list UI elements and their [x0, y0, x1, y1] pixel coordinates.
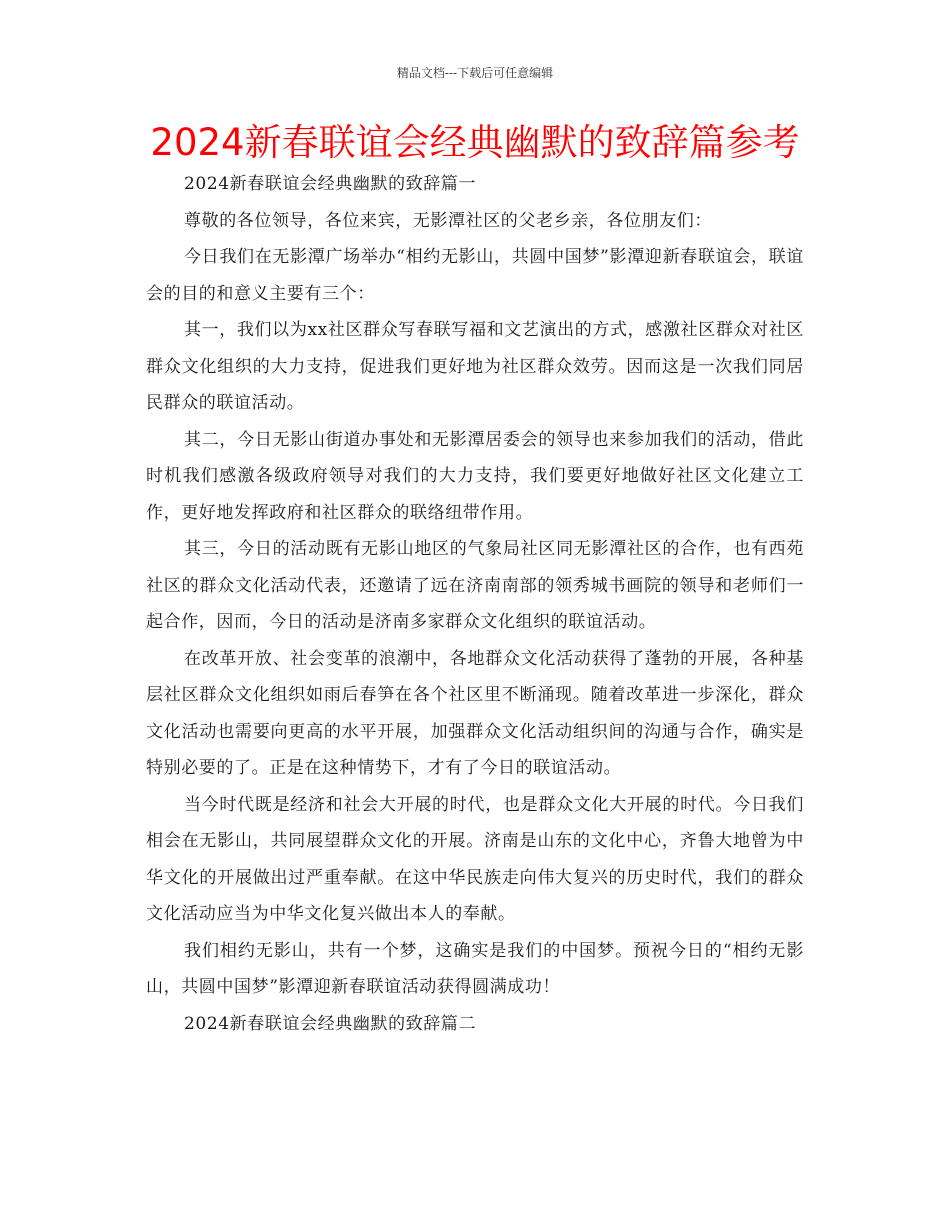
body-paragraph: 当今时代既是经济和社会大开展的时代，也是群众文化大开展的时代。今日我们相会在无影山，共同展望群众文化的开展。济南是山东的文化中心，齐鲁大地曾为中华文化的开展做出过严重奉献。在这中华民族走向伟大复兴的历史时代，我们的群众文化活动应当为中华文化复兴做出本人的奉献。: [146, 794, 804, 924]
body-paragraph: 其一，我们以为xx社区群众写春联写福和文艺演出的方式，感激社区群众对社区群众文化组织的大力支持，促进我们更好地为社区群众效劳。因而这是一次我们同居民群众的联谊活动。: [146, 320, 804, 413]
body-paragraph: 其二，今日无影山街道办事处和无影潭居委会的领导也来参加我们的活动，借此时机我们感激各级政府领导对我们的大力支持，我们要更好地做好社区文化建立工作，更好地发挥政府和社区群众的联络纽带作用。: [146, 429, 804, 523]
page-header: 精品文档---下载后可任意编辑: [396, 66, 554, 80]
document-body: [146, 166, 804, 1042]
body-paragraph: 今日我们在无影潭广场举办“相约无影山，共圆中国梦”影潭迎新春联谊会，联谊会的目的和意义主要有三个：: [146, 247, 804, 304]
body-paragraph: 在改革开放、社会变革的浪潮中，各地群众文化活动获得了蓬勃的开展，各种基层社区群众文化组织如雨后春笋在各个社区里不断涌现。随着改革进一步深化，群众文化活动也需要向更高的水平开展，加强群众文化活动组织间的沟通与合作，确实是特别必要的了。正是在这种情势下，才有了今日的联谊活动。: [146, 648, 804, 778]
body-paragraph: 我们相约无影山，共有一个梦，这确实是我们的中国梦。预祝今日的“相约无影山，共圆中国梦”影潭迎新春联谊活动获得圆满成功！: [146, 940, 804, 997]
salutation: 尊敬的各位领导，各位来宾，无影潭社区的父老乡亲，各位朋友们：: [184, 210, 712, 231]
section-heading: 2024新春联谊会经典幽默的致辞篇二: [184, 1013, 477, 1034]
section-heading: 2024新春联谊会经典幽默的致辞篇一: [184, 174, 477, 194]
document-title: 2024新春联谊会经典幽默的致辞篇参考: [150, 121, 800, 164]
body-paragraph: 其三，今日的活动既有无影山地区的气象局社区同无影潭社区的合作，也有西苑社区的群众文化活动代表，还邀请了远在济南南部的领秀城书画院的领导和老师们一起合作，因而，今日的活动是济南多家群众文化组织的联谊活动。: [146, 539, 804, 632]
